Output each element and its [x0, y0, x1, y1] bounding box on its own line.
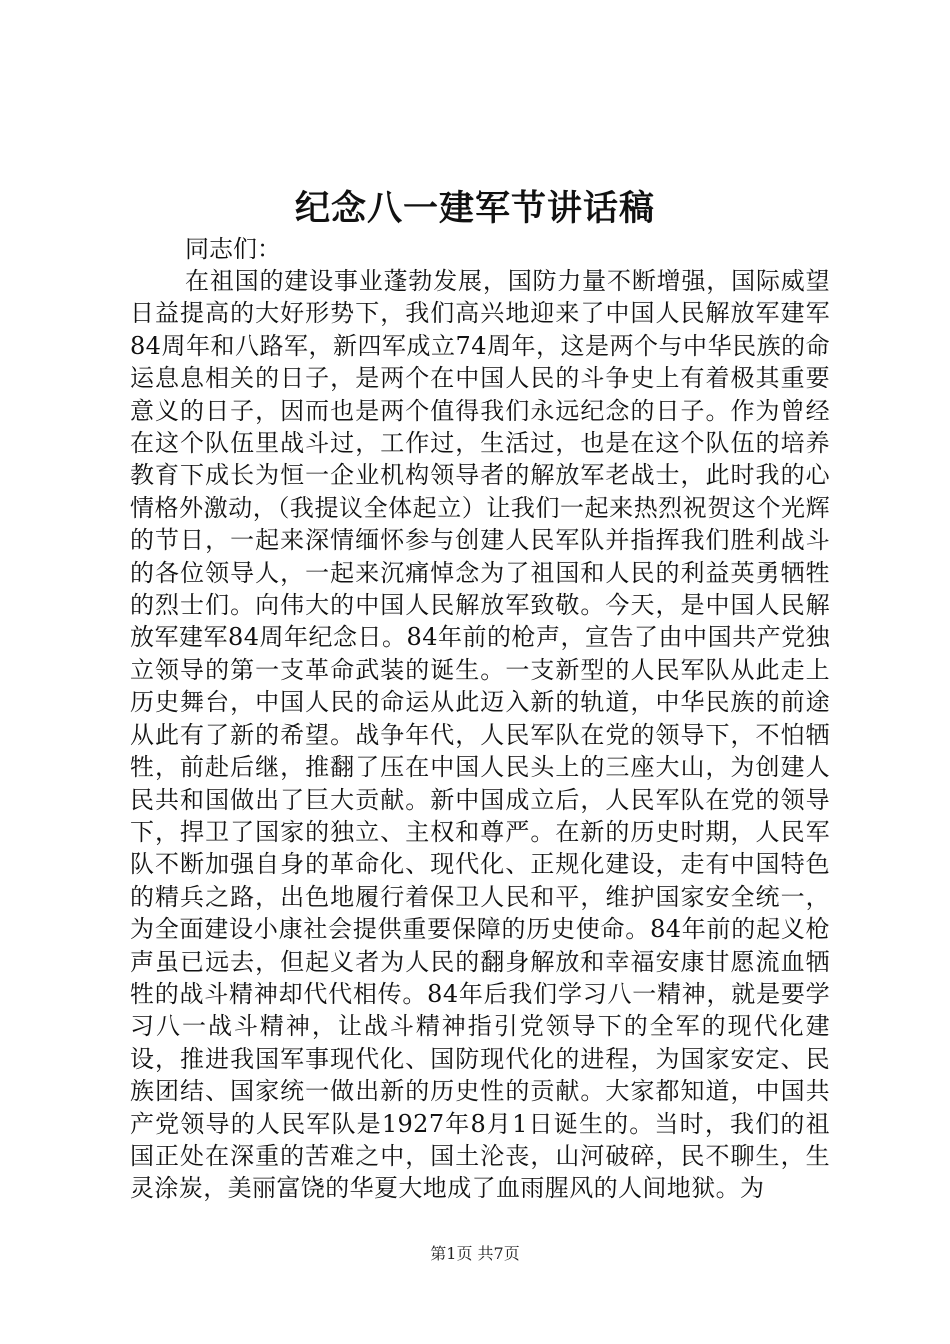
page-footer: 第1页 共7页 [430, 1244, 520, 1263]
body-paragraph: 在祖国的建设事业蓬勃发展，国防力量不断增强，国际威望日益提高的大好形势下，我们高兴地迎来了中国人民解放军建军84周年和八路军，新四军成立74周年，这是两个与中华民族的命运息息相关的日子，是两个在中国人民的斗争史上有着极其重要意义的日子，因而也是两个值得我们永远纪念的日子。作为曾经在这个队伍里战斗过，工作过，生活过，也是在这个队伍的培养教育下成长为恒一企业机构领导者的解放军老战士，此时我的心情格外激动，（我提议全体起立）让我们一起来热烈祝贺这个光辉的节日，一起来深情缅怀参与创建人民军队并指挥我们胜利战斗的各位领导人，一起来沉痛悼念为了祖国和人民的利益英勇牺牲的烈士们。向伟大的中国人民解放军致敬。今天，是中国人民解放军建军84周年纪念日。84年前的枪声，宣告了由中国共产党独立领导的第一支革命武装的诞生。一支新型的人民军队从此走上历史舞台，中国人民的命运从此迈入新的轨道，中华民族的前途从此有了新的希望。战争年代，人民军队在党的领导下，不怕牺牲，前赴后继，推翻了压在中国人民头上的三座大山，为创建人民共和国做出了巨大贡献。新中国成立后，人民军队在党的领导下，捍卫了国家的独立、主权和尊严。在新的历史时期，人民军队不断加强自身的革命化、现代化、正规化建设，走有中国特色的精兵之路，出色地履行着保卫人民和平，维护国家安全统一，为全面建设小康社会提供重要保障的历史使命。84年前的起义枪声虽已远去，但起义者为人民的翻身解放和幸福安康甘愿流血牺牲的战斗精神却代代相传。84年后我们学习八一精神，就是要学习八一战斗精神，让战斗精神指引党领导下的全军的现代化建设，推进我国军事现代化、国防现代化的进程，为国家安定、民族团结、国家统一做出新的历史性的贡献。大家都知道，中国共产党领导的人民军队是1927年8月1日诞生的。当时，我们的祖国正处在深重的苦难之中，国土沦丧，山河破碎，民不聊生，生灵涂炭，美丽富饶的华夏大地成了血雨腥风的人间地狱。为 [130, 267, 830, 1203]
salutation: 同志们： [185, 235, 281, 263]
document-title: 纪念八一建军节讲话稿 [294, 188, 655, 229]
